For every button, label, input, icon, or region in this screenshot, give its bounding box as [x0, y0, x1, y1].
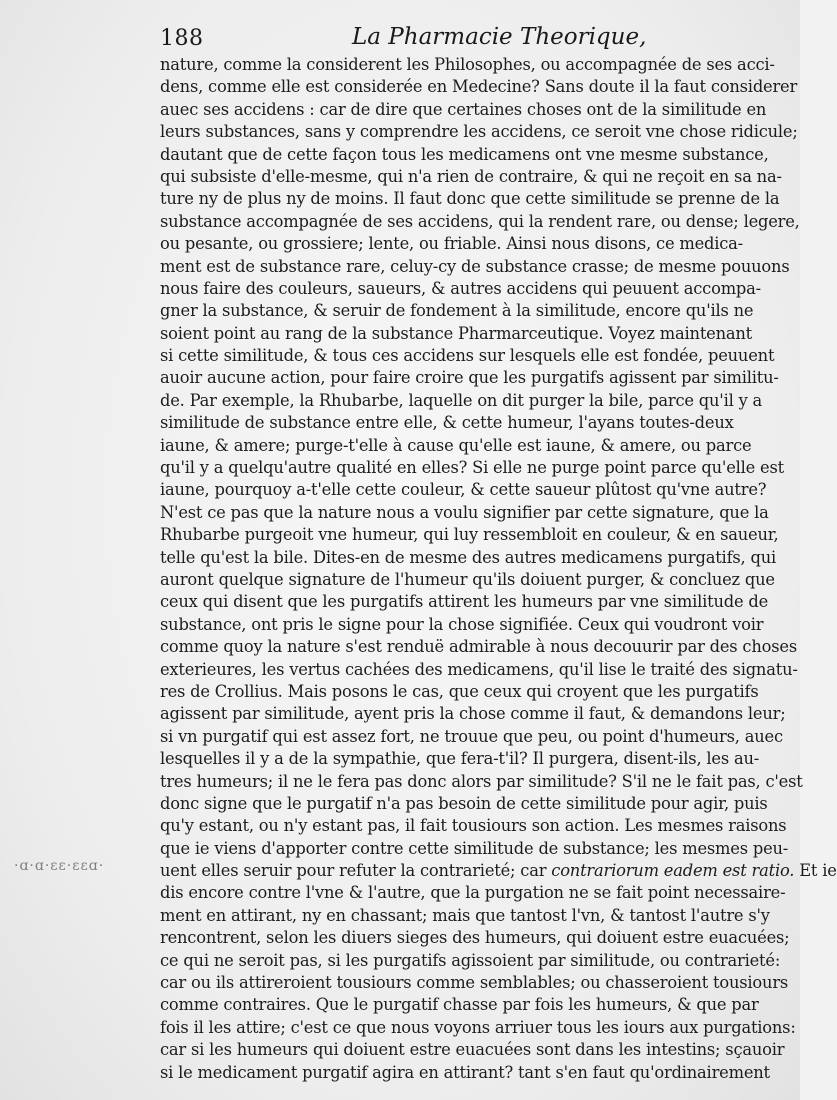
text-line: [160, 748, 800, 770]
text-segment: si le medicament purgatif agira en attirant? tant s'en faut qu'ordinairement: [160, 1062, 770, 1082]
text-line: [160, 367, 800, 389]
text-line: [160, 860, 837, 882]
text-segment: telle qu'est la bile. Dites-en de mesme des autres medicamens purgatifs, qui: [160, 547, 777, 567]
text-line: [160, 636, 800, 658]
text-segment: donc signe que le purgatif n'a pas besoin de cette similitude pour agir, puis: [160, 793, 768, 813]
text-segment: ment en attirant, ny en chassant; mais que tantost l'vn, & tantost l'autre s'y: [160, 905, 770, 925]
text-line: [160, 815, 800, 837]
text-line: [160, 435, 800, 457]
text-segment: tres humeurs; il ne le fera pas donc alors par similitude? S'il ne le fait pas, c'est: [160, 771, 803, 791]
text-line: [160, 771, 803, 793]
text-line: [160, 703, 800, 725]
text-line: [160, 233, 800, 255]
text-line: [160, 188, 800, 210]
text-segment: ture ny de plus ny de moins. Il faut donc que cette similitude se prenne de la: [160, 189, 780, 209]
text-segment: si vn purgatif qui est assez fort, ne trouue que peu, ou point d'humeurs, auec: [160, 726, 783, 746]
text-line: [160, 547, 800, 569]
text-line: [160, 390, 800, 412]
text-line: [160, 524, 800, 546]
text-segment: ou pesante, ou grossiere; lente, ou friable. Ainsi nous disons, ce medica-: [160, 234, 743, 254]
page-header: [160, 22, 647, 52]
text-segment: ceux qui disent que les purgatifs attirent les humeurs par vne similitude de: [160, 592, 769, 612]
text-segment: dautant que de cette façon tous les medicamens ont vne mesme substance,: [160, 144, 769, 164]
text-segment: rencontrent, selon les diuers sieges des humeurs, qui doiuent estre euacuées;: [160, 928, 790, 948]
text-segment: substance, ont pris le signe pour la chose signifiée. Ceux qui voudront voir: [160, 614, 764, 634]
text-segment: comme quoy la nature s'est renduë admirable à nous decouurir par des choses: [160, 637, 797, 657]
text-segment: soient point au rang de la substance Pharmarceutique. Voyez maintenant: [160, 323, 753, 343]
text-segment: fois il les attire; c'est ce que nous voyons arriuer tous les iours aux purgations:: [160, 1017, 796, 1037]
text-segment: lesquelles il y a de la sympathie, que fera-t'il? Il purgera, disent-ils, les au-: [160, 749, 760, 769]
text-line: [160, 838, 800, 860]
text-segment: nature, comme la considerent les Philosophes, ou accompagnée de ses acci-: [160, 55, 775, 74]
text-segment: dens, comme elle est considerée en Medecine? Sans doute il la faut considerer: [160, 77, 798, 97]
text-line: [160, 412, 800, 434]
text-segment: qu'il y a quelqu'autre qualité en elles? Si elle ne purge point parce qu'elle est: [160, 458, 784, 478]
running-title: La Pharmacie Theorique,: [352, 24, 647, 50]
text-segment: car si les humeurs qui doiuent estre euacuées sont dans les intestins; sçauoir: [160, 1040, 785, 1060]
text-line: [160, 659, 800, 681]
text-line: [160, 121, 800, 143]
text-line: [160, 76, 800, 98]
text-line: [160, 166, 800, 188]
text-line: [160, 614, 800, 636]
text-segment: res de Crollius. Mais posons le cas, que ceux qui croyent que les purgatifs: [160, 681, 759, 701]
text-line: [160, 905, 800, 927]
text-segment: que ie viens d'apporter contre cette similitude de substance; les mesmes peu-: [160, 838, 789, 858]
text-line: [160, 256, 800, 278]
text-segment: auec ses accidens : car de dire que certaines choses ont de la similitude en: [160, 99, 767, 119]
text-line: [160, 300, 800, 322]
text-line: [160, 950, 800, 972]
latin-quote: contrariorum eadem est ratio.: [551, 861, 795, 881]
text-line: [160, 882, 800, 904]
text-segment: similitude de substance entre elle, & cette humeur, l'ayans toutes-deux: [160, 413, 734, 433]
text-segment: nous faire des couleurs, saueurs, & autres accidens qui peuuent accompa-: [160, 278, 761, 298]
text-line: [160, 211, 800, 233]
text-segment: Rhubarbe purgeoit vne humeur, qui luy ressembloit en couleur, & en saueur,: [160, 525, 779, 545]
page-number: 188: [160, 26, 204, 51]
text-line: [160, 1017, 800, 1039]
text-line: [160, 1039, 800, 1061]
text-segment: leurs substances, sans y comprendre les accidens, ce seroit vne chose ridicule;: [160, 122, 798, 142]
text-segment: substance accompagnée de ses accidens, qui la rendent rare, ou dense; legere,: [160, 211, 800, 231]
text-line: [160, 927, 800, 949]
text-line: [160, 457, 800, 479]
text-segment: comme contraires. Que le purgatif chasse par fois les humeurs, & que par: [160, 995, 759, 1015]
text-line: [160, 54, 800, 76]
text-segment: car ou ils attireroient tousiours comme semblables; ou chasseroient tousiours: [160, 973, 789, 993]
text-line: [160, 793, 800, 815]
text-line: [160, 591, 800, 613]
text-line: [160, 502, 800, 524]
text-segment: ment est de substance rare, celuy-cy de substance crasse; de mesme pouuons: [160, 256, 790, 276]
text-line: [160, 278, 800, 300]
text-segment: uent elles seruir pour refuter la contrarieté; car: [160, 861, 552, 881]
text-segment: gner la substance, & seruir de fondement à la similitude, encore qu'ils ne: [160, 301, 754, 321]
text-line: [160, 144, 800, 166]
text-segment: auront quelque signature de l'humeur qu'ils doiuent purger, & concluez que: [160, 569, 775, 589]
text-segment: iaune, pourquoy a-t'elle cette couleur, & cette saueur plûtost qu'vne autre?: [160, 480, 767, 500]
text-segment: de. Par exemple, la Rhubarbe, laquelle on dit purger la bile, parce qu'il y a: [160, 390, 763, 410]
text-segment: exterieures, les vertus cachées des medicamens, qu'il lise le traité des signatu-: [160, 659, 798, 679]
text-line: [160, 1062, 800, 1084]
text-segment: agissent par similitude, ayent pris la chose comme il faut, & demandons leur;: [160, 704, 786, 724]
text-line: [160, 99, 800, 121]
text-segment: dis encore contre l'vne & l'autre, que la purgation ne se fait point necessaire-: [160, 883, 786, 903]
text-line: [160, 345, 800, 367]
text-segment: qui subsiste d'elle-mesme, qui n'a rien de contraire, & qui ne reçoit en sa na-: [160, 166, 782, 186]
text-line: [160, 994, 800, 1016]
text-segment: auoir aucune action, pour faire croire que les purgatifs agissent par similitu-: [160, 368, 779, 388]
text-line: [160, 479, 800, 501]
text-segment: si cette similitude, & tous ces accidens sur lesquels elle est fondée, peuuent: [160, 346, 775, 366]
text-segment: Et ie: [794, 861, 837, 881]
text-segment: qu'y estant, ou n'y estant pas, il fait tousiours son action. Les mesmes raisons: [160, 816, 787, 836]
text-segment: ce qui ne seroit pas, si les purgatifs agissoient par similitude, ou contrarieté:: [160, 950, 781, 970]
text-segment: iaune, & amere; purge-t'elle à cause qu'elle est iaune, & amere, ou parce: [160, 435, 752, 455]
body-text: [160, 54, 837, 1084]
text-line: [160, 569, 800, 591]
text-line: [160, 972, 800, 994]
text-line: [160, 681, 800, 703]
text-line: [160, 323, 800, 345]
margin-mark: ·ɑ·ɑ·ɛɛ·ɛɛɑ·: [14, 858, 105, 874]
text-segment: N'est ce pas que la nature nous a voulu signifier par cette signature, que la: [160, 502, 769, 522]
text-line: [160, 726, 800, 748]
